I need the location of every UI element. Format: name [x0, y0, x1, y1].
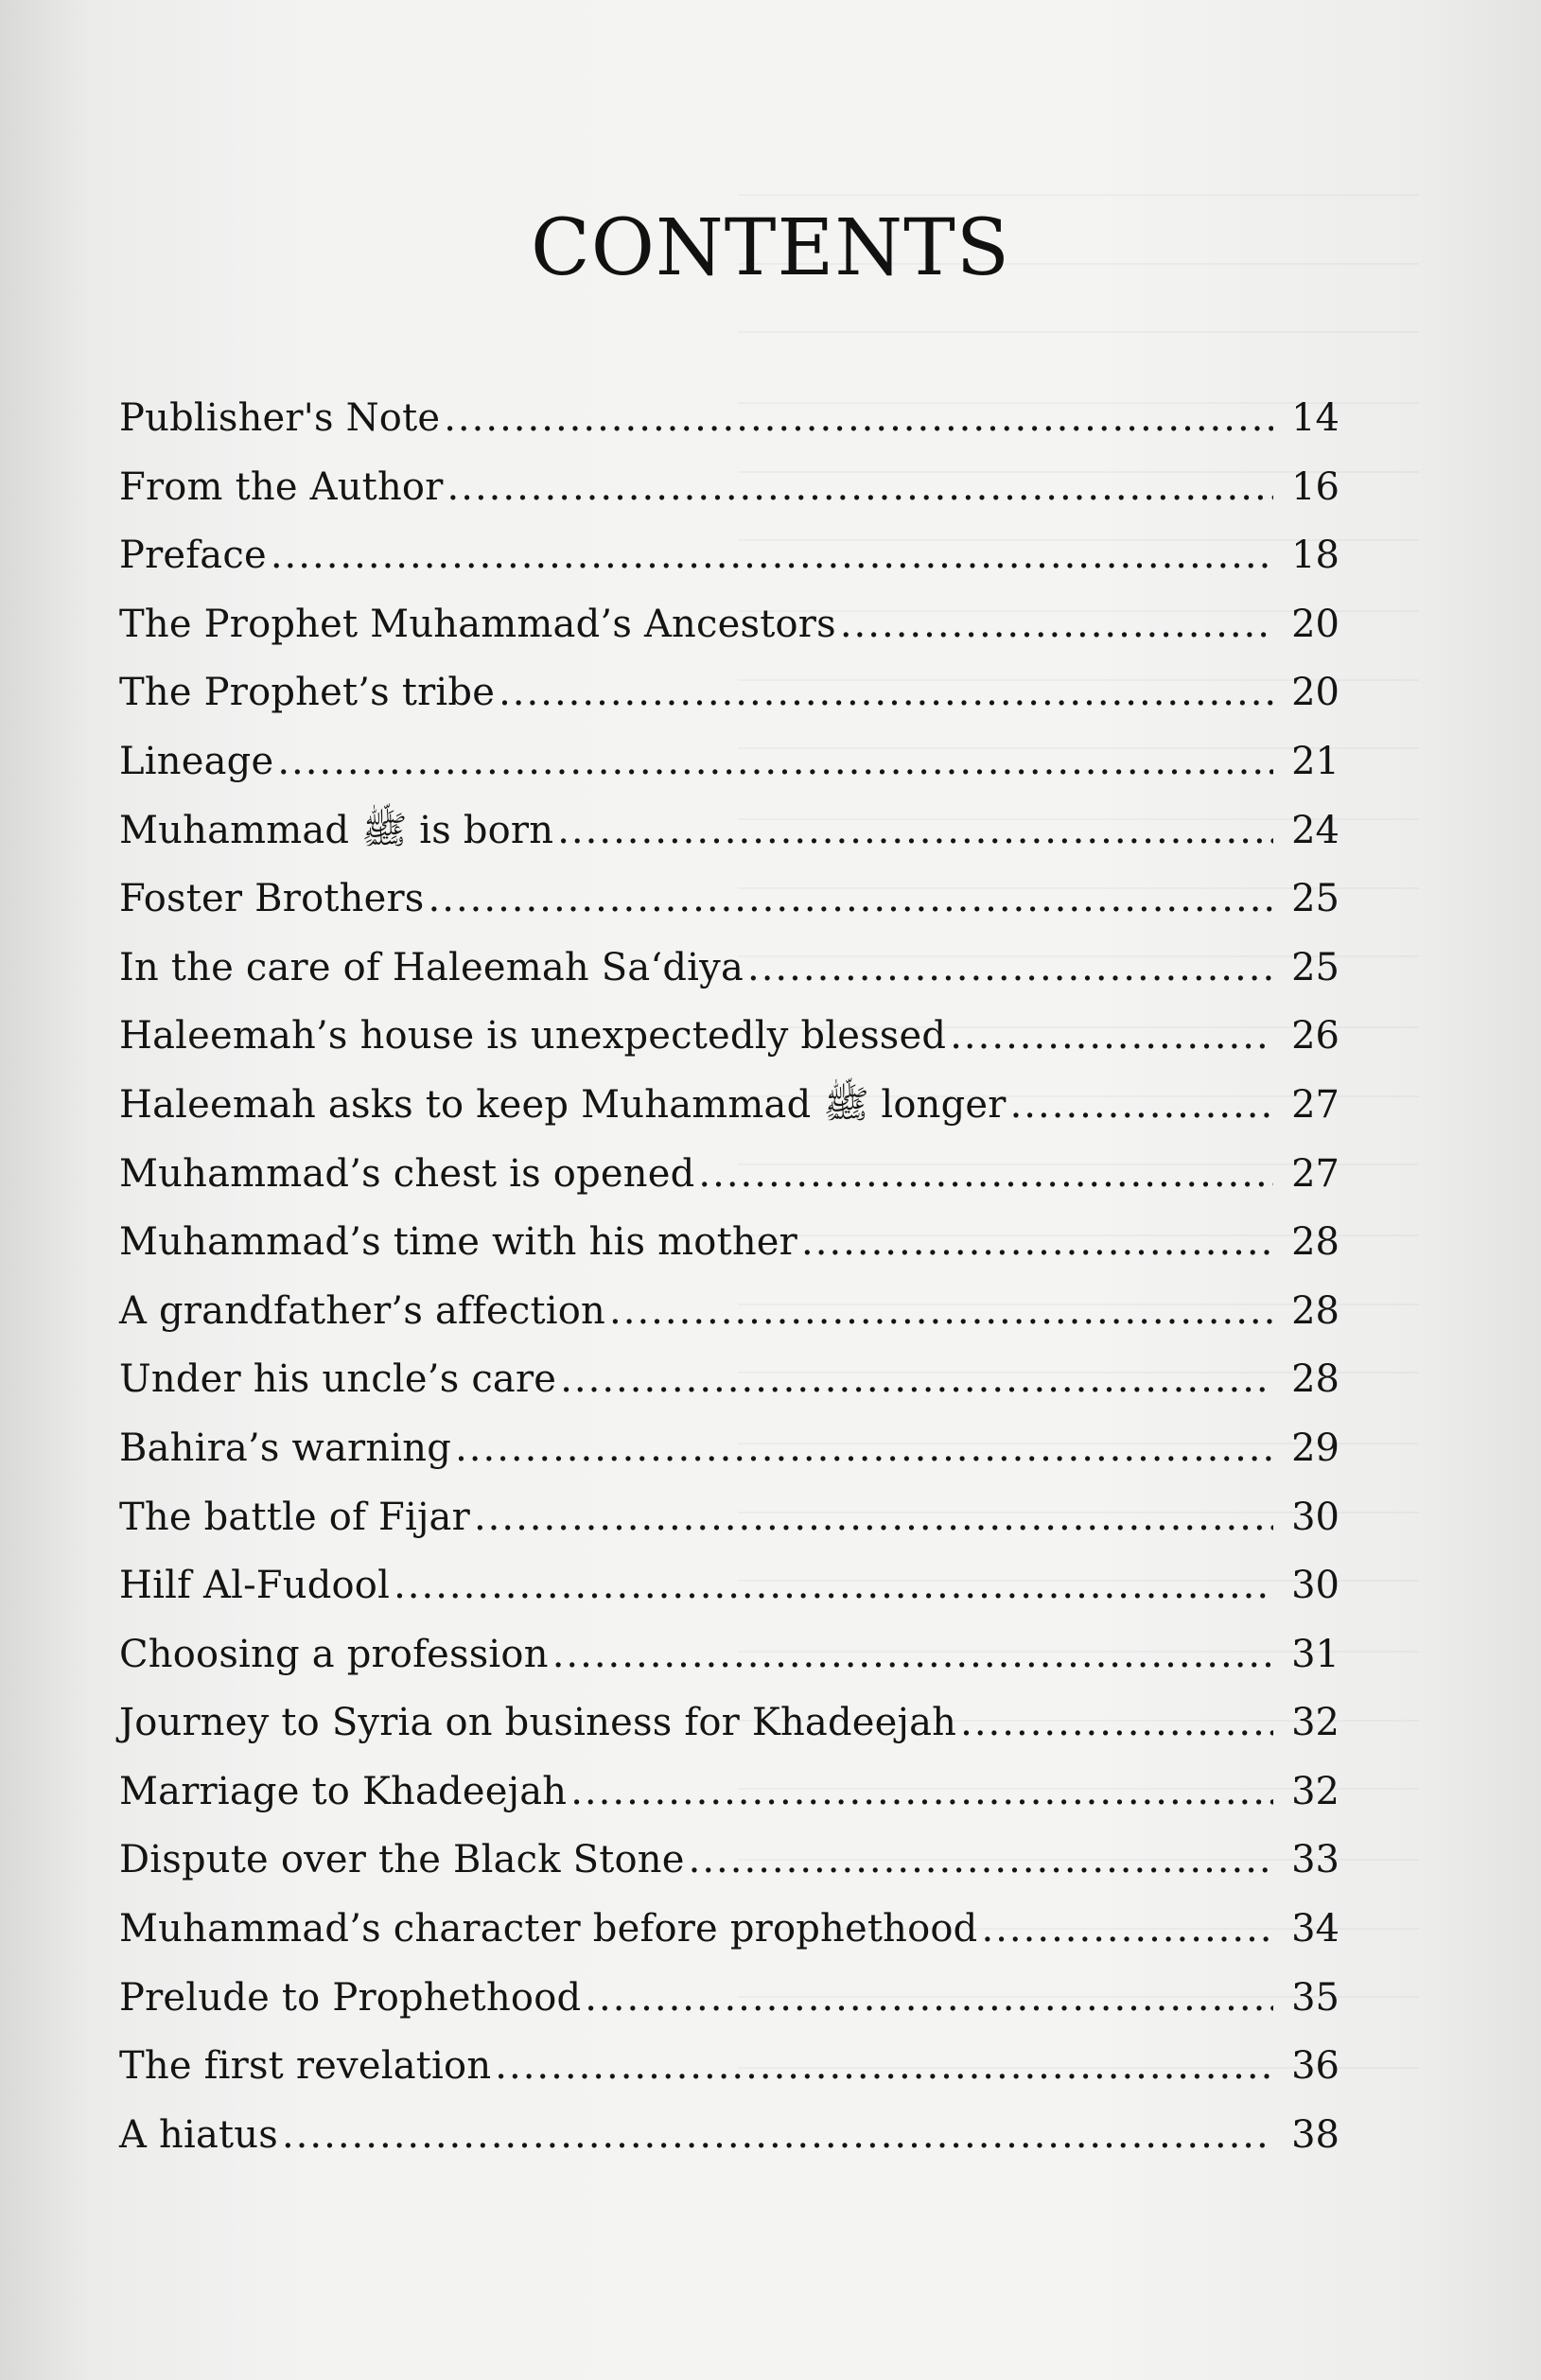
toc-entry-title: Haleemah asks to keep Muhammad ﷺ longer [119, 1082, 1007, 1127]
toc-entry-page: 27 [1291, 1082, 1340, 1127]
toc-entry-page: 29 [1291, 1426, 1340, 1470]
toc-entry-title: Choosing a profession [119, 1632, 549, 1676]
toc-entry-page: 33 [1291, 1838, 1340, 1882]
dot-leader [982, 1895, 1274, 1963]
dot-leader [1010, 1071, 1273, 1139]
dot-leader [557, 796, 1273, 865]
toc-entry-title: Muhammad ﷺ is born [119, 808, 554, 852]
toc-entry [119, 453, 1340, 522]
toc-entry-title: Dispute over the Black Stone [119, 1838, 685, 1882]
toc-entry [119, 1483, 1340, 1552]
toc-entry-page: 24 [1291, 808, 1340, 852]
toc-entry-title: Prelude to Prophethood [119, 1975, 582, 2020]
dot-leader [394, 1551, 1273, 1619]
toc-entry-page: 35 [1291, 1975, 1340, 2020]
toc-entry [119, 1002, 1340, 1071]
toc-entry-page: 21 [1291, 739, 1340, 783]
toc-entry-page: 25 [1291, 877, 1340, 921]
toc-entry-page: 16 [1291, 464, 1340, 509]
toc-entry-title: Foster Brothers [119, 877, 425, 921]
dot-leader [950, 1002, 1273, 1070]
toc-entry [119, 1758, 1340, 1827]
toc-entry-title: Bahira’s warning [119, 1426, 452, 1470]
toc-entry [119, 1620, 1340, 1689]
toc-entry [119, 2032, 1340, 2101]
toc-entry-title: Preface [119, 534, 267, 578]
toc-entry [119, 1071, 1340, 1140]
dot-leader [495, 2032, 1273, 2100]
toc-entry [119, 1895, 1340, 1964]
page-title: CONTENTS [531, 203, 1010, 293]
toc-entry-title: Under his uncle’s care [119, 1357, 557, 1402]
toc-entry-page: 30 [1291, 1564, 1340, 1608]
toc-entry [119, 1689, 1340, 1758]
toc-entry-page: 30 [1291, 1495, 1340, 1539]
toc-entry-title: Muhammad’s character before prophethood [119, 1907, 978, 1951]
toc-entry [119, 1964, 1340, 2033]
toc-entry-title: The Prophet’s tribe [119, 671, 496, 715]
toc-entry [119, 1277, 1340, 1346]
dot-leader [560, 1345, 1273, 1413]
toc-entry-title: Muhammad’s time with his mother [119, 1220, 798, 1265]
toc-entry-page: 28 [1291, 1357, 1340, 1402]
toc-entry [119, 727, 1340, 796]
toc-entry [119, 1551, 1340, 1620]
toc-entry-page: 32 [1291, 1769, 1340, 1813]
toc-entry-page: 20 [1291, 602, 1340, 646]
toc-entry-page: 14 [1291, 396, 1340, 440]
dot-leader [747, 934, 1273, 1002]
dot-leader [552, 1620, 1273, 1689]
toc-entry-title: The battle of Fijar [119, 1495, 470, 1539]
toc-entry-title: Publisher's Note [119, 396, 441, 440]
toc-entry-title: Journey to Syria on business for Khadeejah [119, 1701, 957, 1745]
toc-entry-title: Lineage [119, 739, 274, 783]
toc-entry-page: 38 [1291, 2112, 1340, 2157]
toc-entry-page: 27 [1291, 1151, 1340, 1196]
dot-leader [499, 658, 1273, 726]
dot-leader [698, 1140, 1273, 1208]
toc-entry [119, 384, 1340, 453]
toc-entry [119, 934, 1340, 1003]
dot-leader [609, 1277, 1273, 1345]
toc-entry [119, 1414, 1340, 1483]
toc-entry [119, 2101, 1340, 2170]
toc-entry [119, 658, 1340, 727]
dot-leader [282, 2101, 1273, 2169]
toc-entry-page: 36 [1291, 2044, 1340, 2089]
toc-entry-title: A hiatus [119, 2112, 278, 2157]
dot-leader [455, 1414, 1273, 1482]
toc-entry-page: 32 [1291, 1701, 1340, 1745]
dot-leader [271, 521, 1273, 589]
toc-entry [119, 796, 1340, 866]
toc-entry-title: In the care of Haleemah Sa‘diya [119, 945, 744, 989]
dot-leader [277, 727, 1273, 796]
dot-leader [689, 1826, 1273, 1894]
dot-leader [960, 1689, 1273, 1757]
dot-leader [840, 590, 1273, 658]
toc-entry [119, 1345, 1340, 1414]
toc-entry [119, 865, 1340, 934]
dot-leader [585, 1964, 1273, 2032]
toc-entry-title: From the Author [119, 464, 444, 509]
toc-entry-page: 20 [1291, 671, 1340, 715]
toc-entry-page: 18 [1291, 534, 1340, 578]
toc-entry-title: Haleemah’s house is unexpectedly blessed [119, 1014, 947, 1059]
dot-leader [570, 1758, 1273, 1826]
toc-entry [119, 590, 1340, 659]
toc-entry-page: 28 [1291, 1288, 1340, 1333]
toc-entry [119, 1140, 1340, 1209]
dot-leader [429, 865, 1273, 933]
dot-leader [447, 453, 1273, 521]
toc-entry [119, 521, 1340, 590]
toc-entry [119, 1826, 1340, 1895]
toc-entry-title: A grandfather’s affection [119, 1288, 606, 1333]
dot-leader [801, 1208, 1273, 1276]
dot-leader [474, 1483, 1273, 1551]
toc-entry-page: 31 [1291, 1632, 1340, 1676]
toc-entry-title: The first revelation [119, 2044, 492, 2089]
toc-entry-page: 26 [1291, 1014, 1340, 1059]
toc-entry [119, 1208, 1340, 1277]
toc-entry-page: 28 [1291, 1220, 1340, 1265]
toc-entry-page: 34 [1291, 1907, 1340, 1951]
toc-entry-title: The Prophet Muhammad’s Ancestors [119, 602, 836, 646]
dot-leader [444, 384, 1273, 452]
toc-entry-title: Muhammad’s chest is opened [119, 1151, 695, 1196]
toc-entry-title: Hilf Al-Fudool [119, 1564, 391, 1608]
toc-entry-title: Marriage to Khadeejah [119, 1769, 568, 1813]
toc-entry-page: 25 [1291, 945, 1340, 989]
table-of-contents [119, 384, 1340, 2169]
